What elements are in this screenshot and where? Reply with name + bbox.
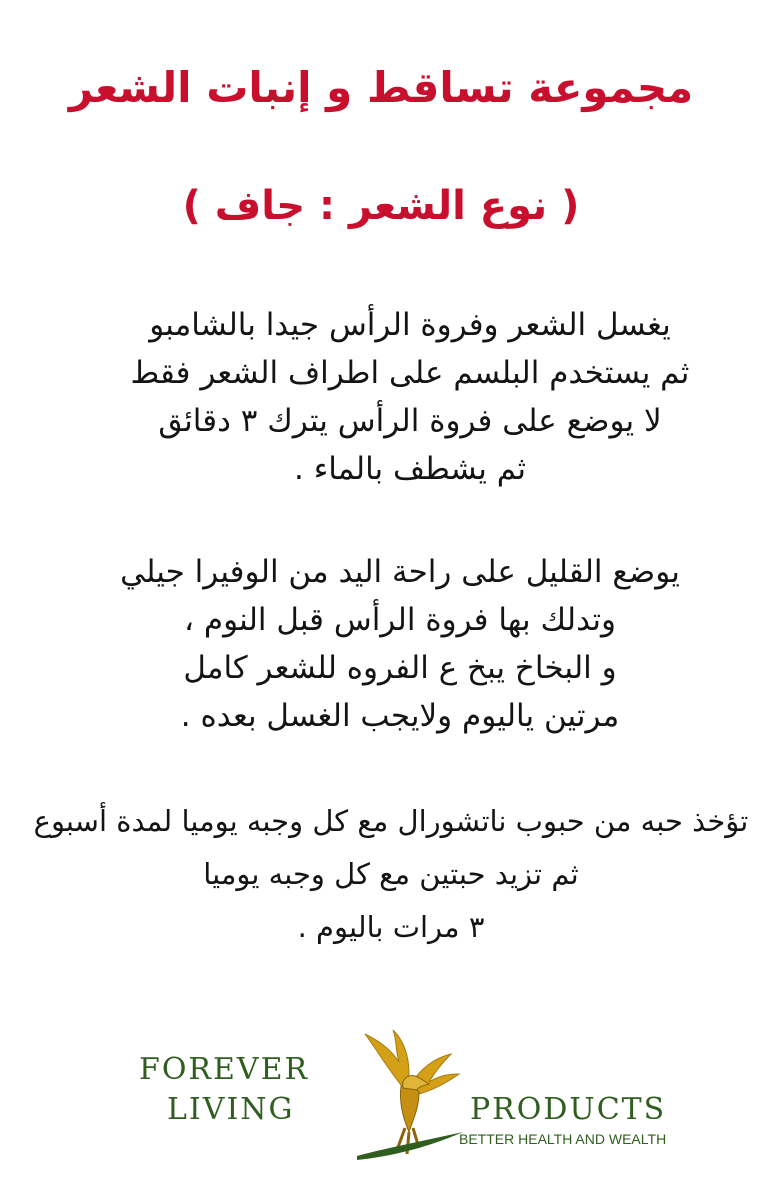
text-line: ثم يشطف بالماء . [294, 451, 526, 487]
logo-word-forever: FOREVER [139, 1052, 310, 1087]
page-title: مجموعة تساقط و إنبات الشعر [68, 63, 694, 112]
logo-tagline: BETTER HEALTH AND WEALTH [459, 1131, 667, 1147]
instructions-natural-pills [20, 795, 762, 954]
instructions-shampoo [60, 301, 760, 493]
logo-word-living: LIVING [167, 1092, 295, 1127]
text-line: ثم تزيد حبتين مع كل وجبه يوميا [203, 857, 579, 891]
text-line: و البخاخ يبخ ع الفروه للشعر كامل [183, 650, 617, 686]
text-line: يوضع القليل على راحة اليد من الوفيرا جيلي [120, 554, 680, 590]
instructions-aloe-gel [40, 548, 760, 740]
text-line: وتدلك بها فروة الرأس قبل النوم ، [184, 602, 616, 638]
text-line: مرتين ياليوم ولايجب الغسل بعده . [180, 698, 620, 734]
text-line: يغسل الشعر وفروة الرأس جيدا بالشامبو [149, 307, 671, 343]
text-line: لا يوضع على فروة الرأس يترك ٣ دقائق [158, 403, 662, 439]
eagle-icon [347, 1028, 467, 1168]
text-line: تؤخذ حبه من حبوب ناتشورال مع كل وجبه يوميا لمدة أسبوع [33, 804, 749, 838]
hair-type-subtitle: ( نوع الشعر : جاف ) [182, 183, 580, 229]
text-line: ٣ مرات باليوم . [297, 910, 485, 944]
logo-word-products: PRODUCTS [470, 1092, 667, 1127]
forever-living-logo [125, 1020, 695, 1180]
text-line: ثم يستخدم البلسم على اطراف الشعر فقط [130, 355, 690, 391]
